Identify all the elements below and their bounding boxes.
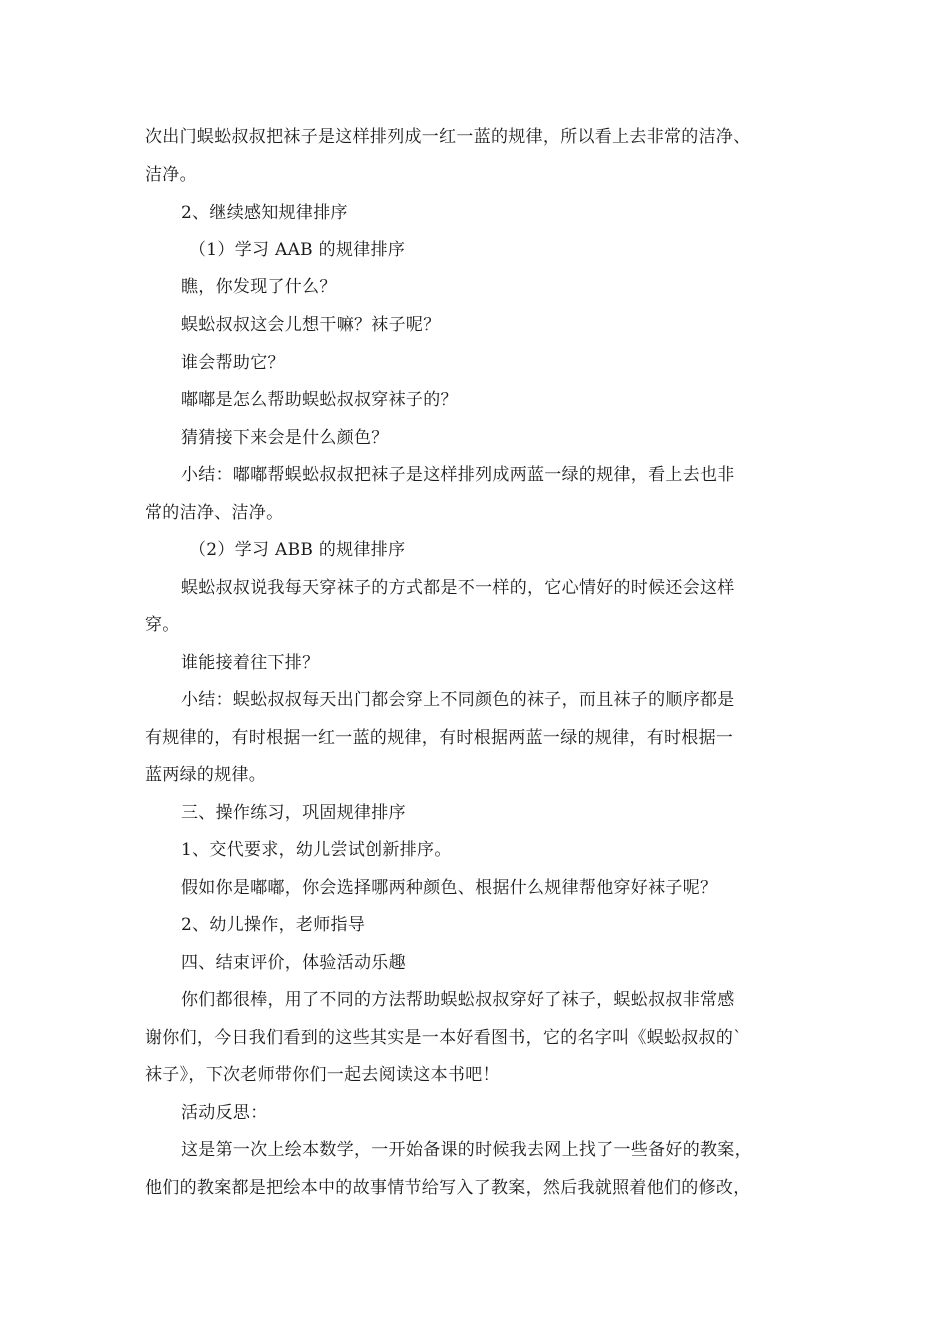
- section-heading: 四、结束评价，体验活动乐趣: [181, 953, 406, 973]
- text-line: 穿。: [145, 615, 180, 635]
- text-line: 洁净。: [145, 165, 197, 185]
- text-line: 蜈蚣叔叔这会儿想干嘛？袜子呢？: [181, 315, 441, 335]
- text-line: 2、幼儿操作，老师指导: [181, 915, 366, 935]
- section-heading: 三、操作练习，巩固规律排序: [181, 803, 406, 823]
- text-line: 你们都很棒，用了不同的方法帮助蜈蚣叔叔穿好了袜子，蜈蚣叔叔非常感: [181, 990, 735, 1010]
- summary-text: 小结：嘟嘟帮蜈蚣叔叔把袜子是这样排列成两蓝一绿的规律，看上去也非: [181, 465, 735, 485]
- section-heading: 2、继续感知规律排序: [181, 203, 348, 223]
- text-line: 嘟嘟是怎么帮助蜈蚣叔叔穿袜子的？: [181, 390, 458, 410]
- text-line: 他们的教案都是把绘本中的故事情节给写入了教案，然后我就照着他们的修改，: [145, 1178, 751, 1198]
- summary-text: 蓝两绿的规律。: [145, 765, 267, 785]
- text-line: 袜子》，下次老师带你们一起去阅读这本书吧！: [145, 1065, 500, 1085]
- summary-text: 有规律的，有时根据一红一蓝的规律，有时根据两蓝一绿的规律，有时根据一: [145, 728, 734, 748]
- text-line: 蜈蚣叔叔说我每天穿袜子的方式都是不一样的，它心情好的时候还会这样: [181, 578, 735, 598]
- subsection-heading: （1）学习 AAB 的规律排序: [189, 240, 406, 260]
- summary-text: 常的洁净、洁净。: [145, 503, 284, 523]
- text-line: 猜猜接下来会是什么颜色？: [181, 428, 389, 448]
- text-line: 谁能接着往下排？: [181, 653, 320, 673]
- summary-text: 小结：蜈蚣叔叔每天出门都会穿上不同颜色的袜子，而且袜子的顺序都是: [181, 690, 735, 710]
- text-line: 1、交代要求，幼儿尝试创新排序。: [181, 840, 452, 860]
- section-heading: 活动反思：: [181, 1103, 268, 1123]
- text-line: 次出门蜈蚣叔叔把袜子是这样排列成一红一蓝的规律，所以看上去非常的洁净、: [145, 127, 751, 147]
- text-line: 假如你是嘟嘟，你会选择哪两种颜色、根据什么规律帮他穿好袜子呢？: [181, 878, 718, 898]
- text-line: 谁会帮助它？: [181, 353, 285, 373]
- text-line: 这是第一次上绘本数学，一开始备课的时候我去网上找了一些备好的教案，: [181, 1140, 752, 1160]
- subsection-heading: （2）学习 ABB 的规律排序: [189, 540, 406, 560]
- text-line: 瞧，你发现了什么？: [181, 277, 337, 297]
- text-line: 谢你们，今日我们看到的这些其实是一本好看图书，它的名字叫《蜈蚣叔叔的`: [145, 1028, 742, 1048]
